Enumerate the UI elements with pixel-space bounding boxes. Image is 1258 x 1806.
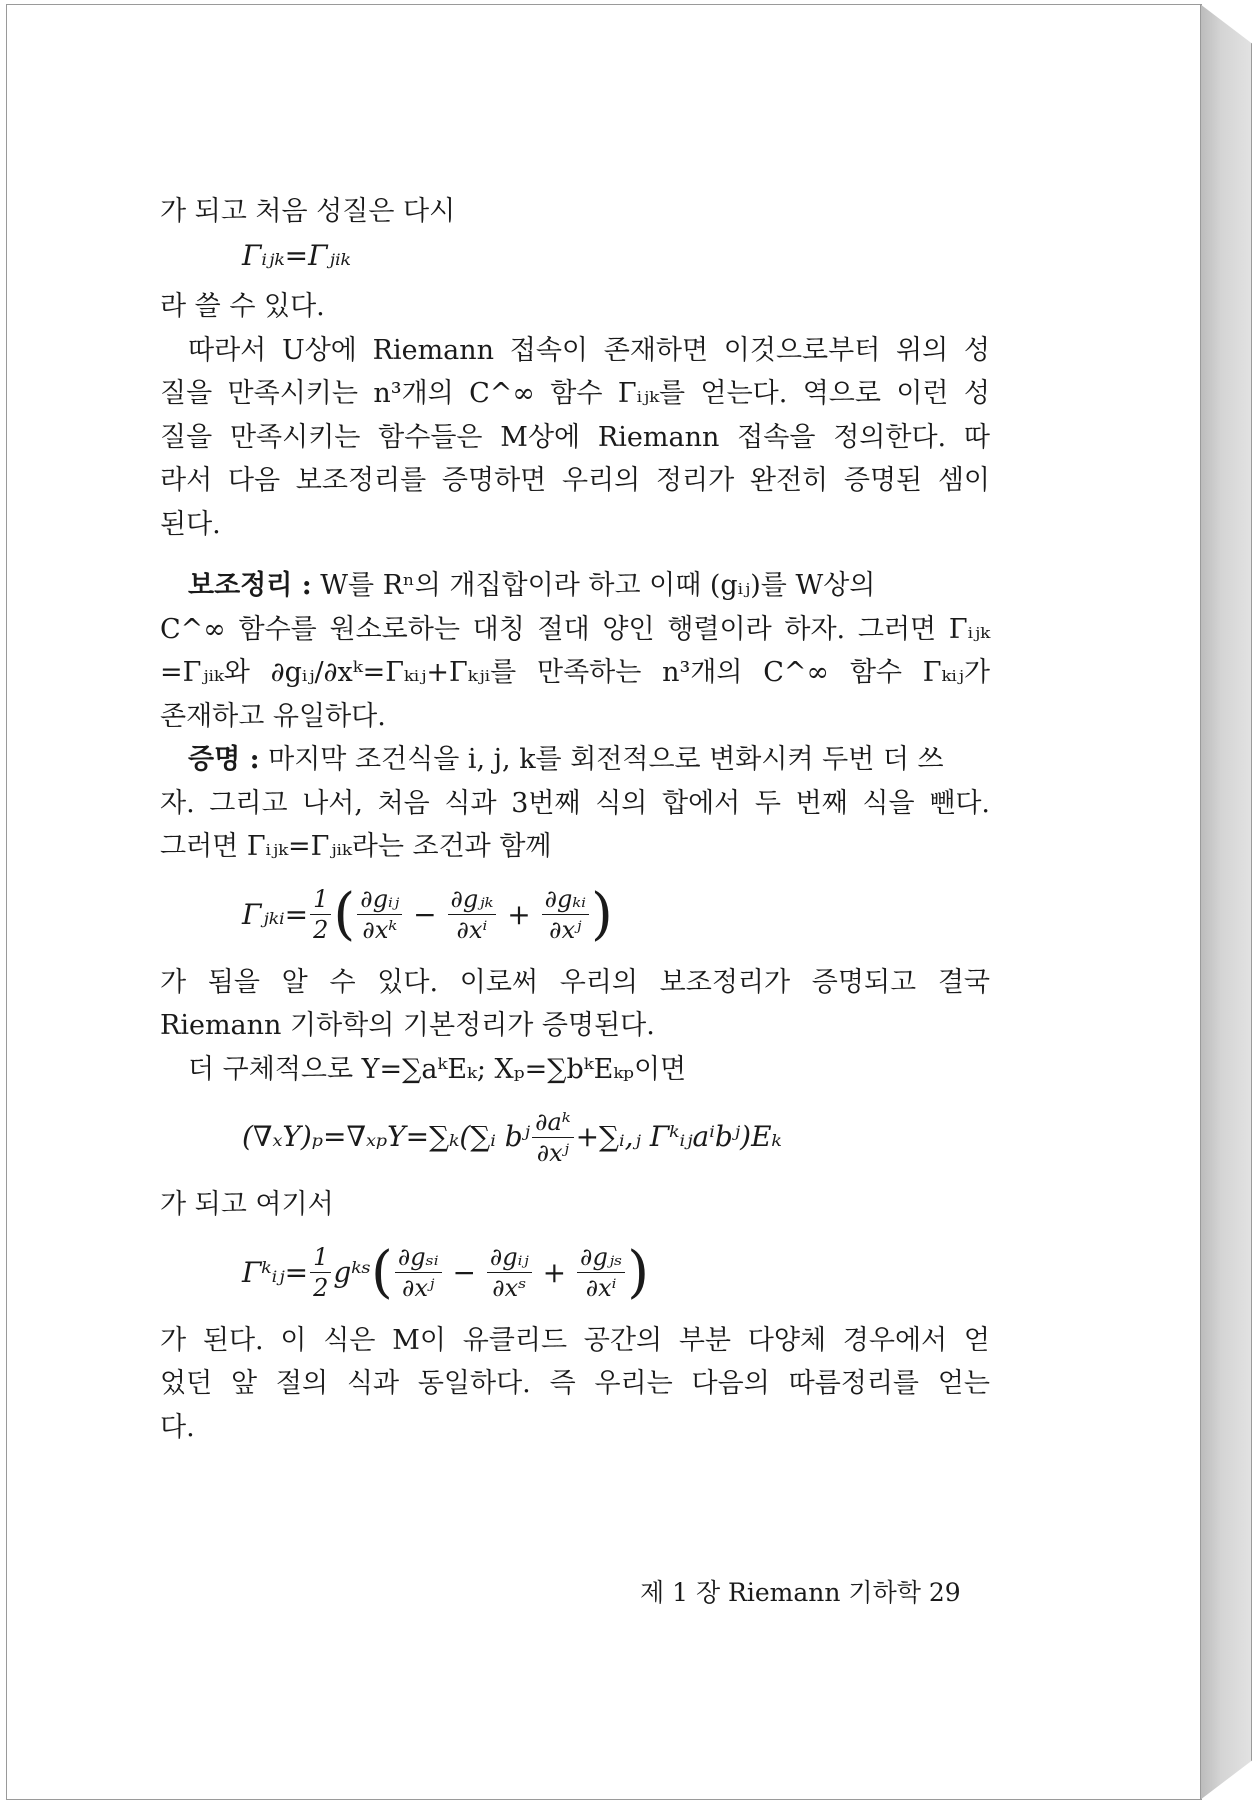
paragraph-line: 된다. bbox=[160, 508, 221, 540]
text-line: 라 쓸 수 있다. bbox=[160, 291, 325, 322]
lemma-statement bbox=[160, 564, 990, 608]
proof-statement bbox=[160, 738, 990, 782]
fraction: $\frac{\text{∂gₖᵢ}}{\text{∂xʲ}}$ bbox=[542, 884, 589, 945]
fraction: $\frac{\text{∂gᵢⱼ}}{\text{∂xˢ}}$ bbox=[487, 1242, 532, 1303]
text-line: 가 되고 처음 성질은 다시 bbox=[160, 196, 456, 227]
paragraph-line: 따라서 U상에 Riemann 접속이 존재하면 이것으로부터 위의 성 bbox=[188, 334, 990, 366]
lemma-line: =Γⱼᵢₖ와 ∂gᵢⱼ/∂xᵏ=Γₖᵢⱼ+Γₖⱼᵢ를 만족하는 n³개의 C^∞ 함수 Γₖᵢⱼ가 bbox=[160, 657, 990, 688]
lemma-text: W를 Rⁿ의 개집합이라 하고 이때 (gᵢⱼ)를 W상의 bbox=[311, 570, 876, 601]
fraction: $\frac{1}{2}$ bbox=[310, 1242, 331, 1303]
lemma-line: 존재하고 유일하다. bbox=[160, 700, 386, 732]
page-edge bbox=[1200, 4, 1252, 1800]
proof-label: 증명 : bbox=[188, 744, 260, 775]
fraction: $\frac{1}{2}$ bbox=[310, 884, 331, 945]
page-footer: 제 1 장 Riemann 기하학 29 bbox=[640, 1578, 961, 1607]
paragraph-line: 질을 만족시키는 n³개의 C^∞ 함수 Γᵢⱼₖ를 얻는다. 역으로 이런 성 bbox=[160, 378, 990, 409]
page-body bbox=[160, 190, 990, 1449]
proof-text: 마지막 조건식을 i, j, k를 회전적으로 변화시켜 두번 더 쓰 bbox=[259, 744, 944, 775]
text-line: 었던 앞 절의 식과 동일하다. 즉 우리는 다음의 따름정리를 얻는 bbox=[160, 1368, 990, 1399]
paragraph-line: 질을 만족시키는 함수들은 M상에 Riemann 접속을 정의한다. 따 bbox=[160, 421, 990, 453]
text-line: Riemann 기하학의 기본정리가 증명된다. bbox=[160, 1010, 655, 1041]
text-line: 가 되고 여기서 bbox=[160, 1189, 334, 1220]
proof-line: 그러면 Γᵢⱼₖ=Γⱼᵢₖ라는 조건과 함께 bbox=[160, 831, 552, 862]
lemma-label: 보조정리 : bbox=[188, 570, 312, 601]
paragraph-line: 라서 다음 보조정리를 증명하면 우리의 정리가 완전히 증명된 셈이 bbox=[160, 465, 990, 496]
christoffel-metric-equation: Γᵏᵢⱼ= $\frac{1}{2}$ gᵏˢ ( $\frac{\text{∂gₛᵢ}}{\text{∂xʲ}}$ − $\frac{\text{∂gᵢⱼ}}{\text{∂xˢ}}$ + $\frac{\text{∂gⱼₛ}}{\text{∂xⁱ}}$ ) bbox=[242, 1239, 650, 1305]
text-line: 가 된다. 이 식은 M이 유클리드 공간의 부분 다양체 경우에서 얻 bbox=[160, 1324, 990, 1356]
fraction: $\frac{\text{∂gₛᵢ}}{\text{∂xʲ}}$ bbox=[395, 1242, 442, 1303]
christoffel-equation: Γⱼₖᵢ= $\frac{1}{2}$ ( $\frac{\text{∂gᵢⱼ}}{\text{∂xᵏ}}$ − $\frac{\text{∂gⱼₖ}}{\text{∂xⁱ}}$ + $\frac{\text{∂gₖᵢ}}{\text{∂xʲ}}$ ) bbox=[242, 881, 613, 947]
fraction: $\frac{\text{∂aᵏ}}{\text{∂xʲ}}$ bbox=[532, 1107, 573, 1168]
proof-line: 자. 그리고 나서, 처음 식과 3번째 식의 합에서 두 번째 식을 뺀다. bbox=[160, 787, 990, 819]
text-line: 가 됨을 알 수 있다. 이로써 우리의 보조정리가 증명되고 결국 bbox=[160, 966, 990, 998]
fraction: $\frac{\text{∂gᵢⱼ}}{\text{∂xᵏ}}$ bbox=[357, 884, 402, 945]
fraction: $\frac{\text{∂gⱼₛ}}{\text{∂xⁱ}}$ bbox=[577, 1242, 625, 1303]
fraction: $\frac{\text{∂gⱼₖ}}{\text{∂xⁱ}}$ bbox=[448, 884, 497, 945]
equation: Γᵢⱼₖ=Γⱼᵢₖ bbox=[242, 238, 351, 272]
covariant-derivative-equation: (∇ₓY)ₚ=∇ₓₚY=∑ₖ(∑ᵢ bʲ $\frac{\text{∂aᵏ}}{\text{∂xʲ}}$ +∑ᵢ,ⱼ Γᵏᵢⱼaⁱbʲ)Eₖ bbox=[242, 1107, 782, 1167]
text-line: 더 구체적으로 Y=∑aᵏEₖ; Xₚ=∑bᵏEₖₚ이면 bbox=[188, 1053, 687, 1085]
text-line: 다. bbox=[160, 1411, 195, 1443]
lemma-line: C^∞ 함수를 원소로하는 대칭 절대 양인 행렬이라 하자. 그러면 Γᵢⱼₖ bbox=[160, 613, 990, 645]
